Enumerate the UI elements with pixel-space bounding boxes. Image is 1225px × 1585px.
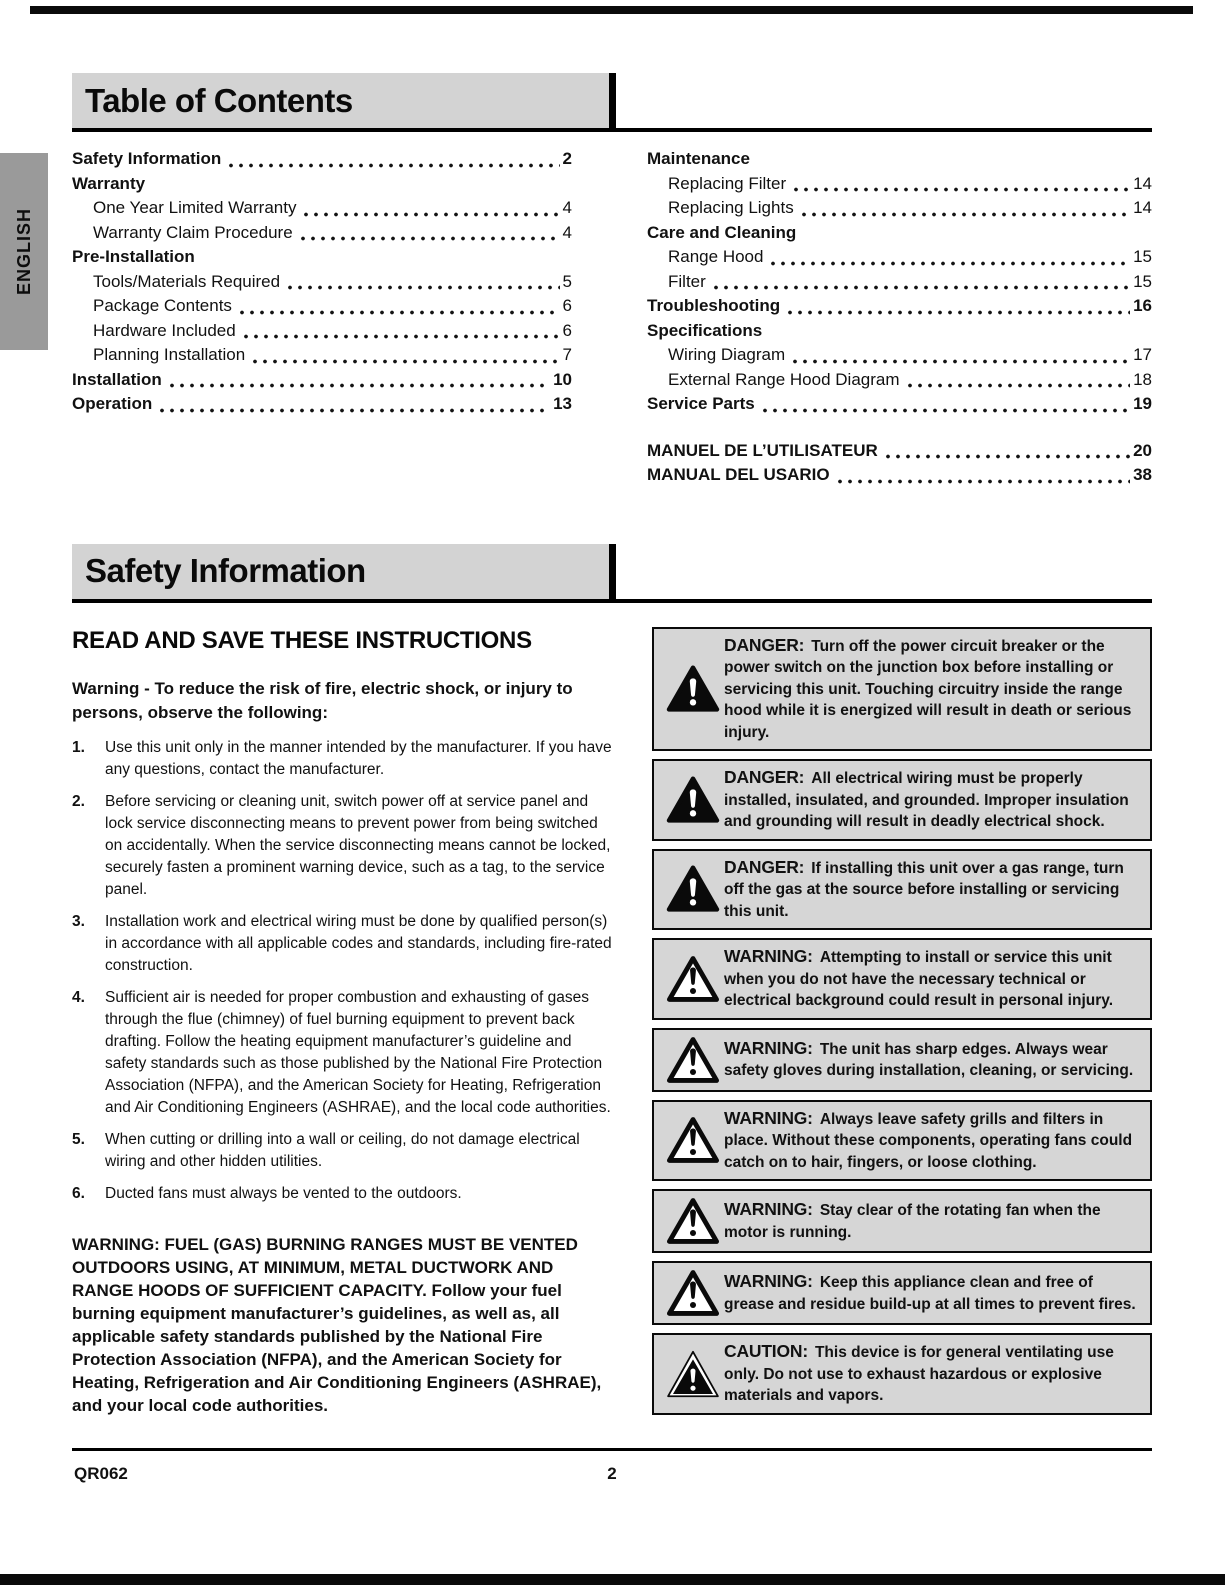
toc-entry-page: 16 — [1133, 296, 1152, 315]
alert-message — [724, 767, 1142, 833]
toc-entry — [647, 368, 1152, 393]
toc-entry — [72, 245, 572, 270]
toc-entry-label: Warranty — [72, 173, 146, 193]
toc-leader-dots — [881, 446, 1130, 463]
warning-triangle-icon — [662, 1116, 724, 1164]
toc-leader-dots — [797, 204, 1130, 221]
instruction-number: 4. — [72, 988, 85, 1006]
caution-triangle-icon — [662, 1350, 724, 1398]
alert-body: Attempting to install or service this unit when you do not have the necessary technical or electrical background could result in personal injury. — [724, 949, 1114, 1009]
instruction-text: Sufficient air is needed for proper combustion and exhausting of gases through the flue (chimney) of fuel burning equipment to prevent back drafting. Follow the heating equipment manufacturer’s guideline and safety standards such as those published by the National Fire Protection Association (NFPA), and the American Society for Heating, Refrigeration and Air Conditioning Engineers (ASHRAE), and the local code authorities. — [105, 988, 611, 1116]
toc-entry-label: Service Parts — [647, 394, 755, 413]
toc-entry — [72, 270, 572, 295]
toc-leader-dots — [155, 400, 550, 417]
alert-label: WARNING: — [724, 1107, 813, 1128]
danger-box — [652, 627, 1152, 752]
danger-triangle-icon — [662, 865, 724, 913]
toc-entry — [72, 221, 572, 246]
toc-entry — [72, 172, 572, 197]
toc-entry-label: External Range Hood Diagram — [668, 369, 900, 389]
alert-body: Always leave safety grills and filters in place. Without these components, operating fans could catch on to hair, fingers, or loose clothing. — [724, 1110, 1133, 1171]
toc-entry — [647, 319, 1152, 344]
toc-leader-dots — [758, 400, 1130, 417]
language-tab — [0, 153, 48, 350]
toc-entry — [72, 368, 572, 393]
alert-label: DANGER: — [724, 767, 805, 787]
alert-body: Keep this appliance clean and free of grease and residue build-up at all times to prevent fires. — [724, 1274, 1136, 1313]
danger-box — [652, 849, 1152, 931]
safety-left-column — [72, 627, 612, 1423]
toc-entry-page: 10 — [553, 369, 572, 389]
toc-section-header — [72, 73, 1152, 132]
alert-message — [724, 1341, 1142, 1407]
page-footer — [72, 1448, 1152, 1483]
toc-entry-label: Replacing Filter — [668, 173, 787, 193]
toc-entry — [647, 343, 1152, 368]
caution-box — [652, 1333, 1152, 1415]
fuel-gas-warning: WARNING: FUEL (GAS) BURNING RANGES MUST BE VENTED OUTDOORS USING, AT MINIMUM, METAL DUCTWORK AND RANGE HOODS OF SUFFICIENT CAPACITY. Follow your fuel burning equipment manufacturer’s guidelines, as well as, all applicable safety standards published by the National Fire Protection Association (NFPA), and the American Society for Heating, Refrigeration and Air Conditioning Engineers (ASHRAE), and your local code authorities. — [72, 1234, 602, 1415]
instruction-text: Use this unit only in the manner intended by the manufacturer. If you have any questions, contact the manufacturer. — [105, 738, 612, 778]
toc-leader-dots — [903, 375, 1131, 392]
toc-entry-page: 7 — [562, 345, 572, 364]
toc-leader-dots — [165, 375, 550, 392]
alert-body: This device is for general ventilating use only. Do not use to exhaust hazardous or explosive materials and vapors. — [724, 1344, 1114, 1404]
toc-entry-label: Wiring Diagram — [668, 345, 786, 364]
alert-label: WARNING: — [724, 1037, 813, 1058]
toc-leader-dots — [283, 277, 559, 294]
toc-entry — [72, 343, 572, 368]
toc-leader-dots — [296, 228, 560, 245]
toc-entry-label: Tools/Materials Required — [93, 271, 281, 291]
bottom-rule — [0, 1574, 1225, 1585]
toc-entry-page: 17 — [1133, 345, 1152, 364]
instruction-number: 5. — [72, 1130, 85, 1148]
warning-triangle-icon — [662, 1197, 724, 1245]
alert-label: DANGER: — [724, 634, 805, 655]
toc-entry-page: 6 — [562, 320, 572, 340]
toc-entry-page: 15 — [1133, 247, 1152, 266]
warning-box — [652, 938, 1152, 1020]
toc-entry-label: Operation — [72, 394, 153, 413]
toc-entry-page: 4 — [562, 222, 572, 242]
model-number: QR062 — [74, 1464, 128, 1483]
toc-entry-label: Maintenance — [647, 149, 750, 168]
toc-entry-label: One Year Limited Warranty — [93, 198, 297, 217]
warning-box — [652, 1189, 1152, 1253]
toc-entry-label: Care and Cleaning — [647, 222, 797, 242]
warning-box — [652, 1261, 1152, 1325]
toc-entry-label: MANUEL DE L’UTILISATEUR — [647, 440, 878, 460]
toc-leader-dots — [709, 277, 1130, 294]
danger-triangle-icon — [662, 776, 724, 824]
warning-box — [652, 1028, 1152, 1092]
instruction-text: Before servicing or cleaning unit, switch power off at service panel and lock service disconnecting means to prevent power from being switched on accidentally. When the service disconnecting means cannot be locked, securely fasten a prominent warning device, such as a tag, to the service panel. — [105, 792, 611, 898]
warning-triangle-icon — [662, 1269, 724, 1317]
toc-entry — [647, 221, 1152, 246]
warning-triangle-icon — [662, 955, 724, 1003]
alert-label: WARNING: — [724, 946, 813, 966]
alert-message — [724, 635, 1142, 744]
toc-entry-label: Hardware Included — [93, 320, 236, 340]
toc-entry-label: Replacing Lights — [668, 198, 794, 217]
toc-entry-page: 4 — [562, 198, 572, 217]
danger-box — [652, 759, 1152, 841]
safety-instruction — [72, 791, 612, 901]
toc-leader-dots — [235, 302, 560, 319]
toc-leader-dots — [783, 302, 1130, 319]
toc — [72, 147, 1152, 488]
toc-leader-dots — [248, 351, 559, 368]
toc-entry-label: Range Hood — [668, 247, 764, 266]
toc-header-box — [72, 73, 616, 128]
toc-entry — [647, 439, 1152, 464]
alert-message — [724, 1271, 1142, 1315]
alert-message — [724, 857, 1142, 923]
top-rule — [30, 6, 1193, 14]
alert-body: Stay clear of the rotating fan when the motor is running. — [724, 1202, 1101, 1241]
safety-section — [72, 544, 1152, 1423]
safety-title: Safety Information — [85, 552, 366, 589]
toc-entry — [72, 319, 572, 344]
alert-body: Turn off the power circuit breaker or the power switch on the junction box before installing or servicing this unit. Touching circuitry inside the range hood while it is energized will result in death or serious injury. — [724, 637, 1132, 741]
toc-entry-page: 19 — [1133, 394, 1152, 413]
instruction-text: Installation work and electrical wiring must be done by qualified person(s) in accordance with all applicable codes and standards, including fire-rated construction. — [105, 912, 612, 974]
alert-label: WARNING: — [724, 1271, 813, 1291]
toc-entry — [72, 147, 572, 172]
toc-entry-page: 20 — [1133, 440, 1152, 460]
toc-entry — [647, 294, 1152, 319]
alert-body: The unit has sharp edges. Always wear safety gloves during installation, cleaning, or servicing. — [724, 1040, 1134, 1079]
instruction-text: Ducted fans must always be vented to the outdoors. — [105, 1184, 462, 1202]
toc-entry-page: 18 — [1133, 369, 1152, 389]
toc-leader-dots — [766, 253, 1130, 270]
danger-triangle-icon — [662, 665, 724, 713]
alert-label: WARNING: — [724, 1199, 813, 1219]
toc-entry — [72, 294, 572, 319]
toc-entry-label: Package Contents — [93, 296, 232, 315]
toc-entry — [647, 172, 1152, 197]
toc-entry-page: 14 — [1133, 198, 1152, 217]
instruction-number: 1. — [72, 738, 85, 756]
safety-alerts-column — [652, 627, 1152, 1423]
alert-body: All electrical wiring must be properly installed, insulated, and grounded. Improper insulation and grounding will result in deadly electrical shock. — [724, 770, 1129, 830]
toc-entry-label: Filter — [668, 271, 706, 291]
alert-body: If installing this unit over a gas range, turn off the gas at the source before installing or servicing this unit. — [724, 859, 1124, 920]
instruction-text: When cutting or drilling into a wall or ceiling, do not damage electrical wiring and other hidden utilities. — [105, 1130, 580, 1170]
warning-intro: Warning - To reduce the risk of fire, electric shock, or injury to persons, observe the following: — [72, 678, 573, 722]
toc-leader-dots — [788, 351, 1130, 368]
toc-entry-label: Warranty Claim Procedure — [93, 222, 293, 242]
toc-entry-page: 6 — [562, 296, 572, 315]
alert-message — [724, 946, 1142, 1012]
toc-entry — [647, 463, 1152, 488]
toc-entry — [647, 270, 1152, 295]
safety-instruction-list — [72, 737, 612, 1205]
warning-box — [652, 1100, 1152, 1182]
toc-right-column — [647, 147, 1152, 488]
page-number: 2 — [607, 1464, 617, 1483]
safety-instruction — [72, 1183, 612, 1205]
safety-body — [72, 627, 1152, 1423]
language-tab-label: ENGLISH — [13, 207, 34, 295]
toc-entry — [647, 245, 1152, 270]
toc-leader-dots — [833, 471, 1130, 488]
toc-entry — [647, 392, 1152, 417]
toc-entry-label: Specifications — [647, 320, 763, 340]
toc-entry-label: Planning Installation — [93, 345, 246, 364]
alert-message — [724, 1108, 1142, 1174]
alert-message — [724, 1199, 1142, 1243]
safety-instruction — [72, 1129, 612, 1173]
toc-leader-dots — [239, 326, 560, 343]
safety-instruction — [72, 911, 612, 977]
instruction-number: 6. — [72, 1184, 85, 1202]
toc-entry-label: MANUAL DEL USARIO — [647, 465, 830, 484]
instruction-number: 3. — [72, 912, 85, 930]
safety-header-box — [72, 544, 616, 599]
toc-entry-page: 5 — [562, 271, 572, 291]
toc-entry-page: 13 — [553, 394, 572, 413]
page-content — [72, 73, 1152, 1423]
toc-entry-page: 2 — [562, 149, 572, 168]
toc-leader-dots — [299, 204, 559, 221]
toc-leader-dots — [224, 155, 559, 172]
safety-instruction — [72, 987, 612, 1119]
toc-entry-page: 15 — [1133, 271, 1152, 291]
toc-left-column — [72, 147, 572, 488]
alert-message — [724, 1038, 1142, 1082]
toc-entry-label: Pre-Installation — [72, 247, 195, 266]
toc-entry-label: Troubleshooting — [647, 296, 781, 315]
instruction-number: 2. — [72, 792, 85, 810]
toc-entry-page: 14 — [1133, 173, 1152, 193]
toc-entry-label: Installation — [72, 369, 162, 389]
toc-entry — [647, 147, 1152, 172]
read-save-heading: READ AND SAVE THESE INSTRUCTIONS — [72, 626, 532, 654]
toc-entry-label: Safety Information — [72, 149, 222, 168]
toc-entry — [647, 196, 1152, 221]
toc-title: Table of Contents — [85, 81, 353, 119]
warning-triangle-icon — [662, 1036, 724, 1084]
toc-entry — [72, 196, 572, 221]
toc-entry-page: 38 — [1133, 465, 1152, 484]
alert-label: DANGER: — [724, 856, 805, 877]
safety-instruction — [72, 737, 612, 781]
toc-leader-dots — [789, 179, 1130, 196]
alert-label: CAUTION: — [724, 1341, 808, 1361]
safety-section-header — [72, 544, 1152, 603]
toc-entry — [72, 392, 572, 417]
toc-spacer — [647, 417, 1152, 439]
